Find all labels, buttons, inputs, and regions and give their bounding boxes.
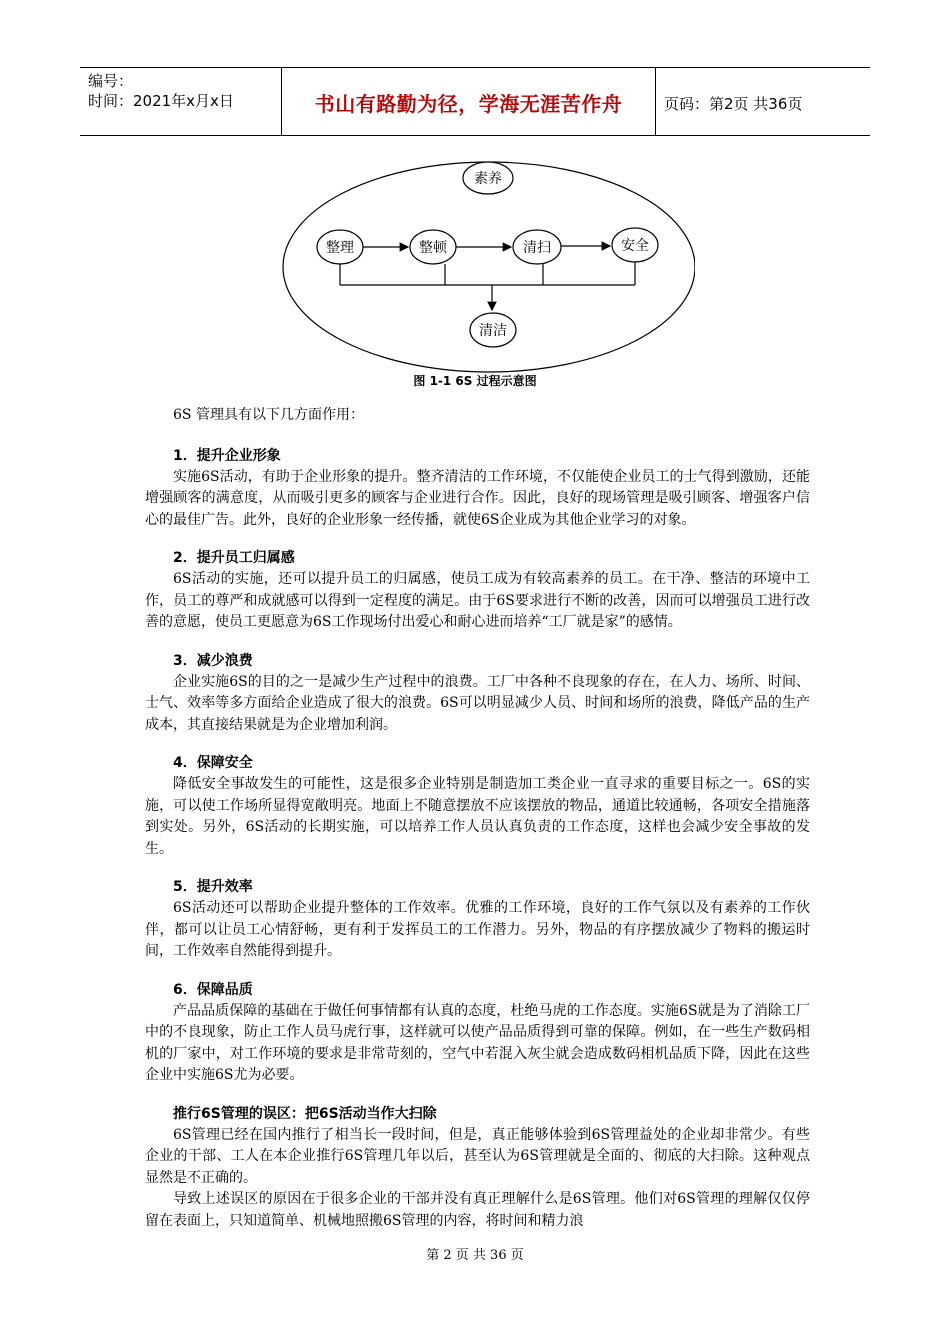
section-title: 4．保障安全 <box>173 755 253 771</box>
section-5 <box>145 876 810 963</box>
section-text: 产品品质保障的基础在于做任何事情都有认真的态度，杜绝马虎的工作态度。实施6S就是为了消除工厂中的不良现象，防止工作人员马虎行事，这样就可以使产品品质得到可靠的保障。例如，在一些生产数码相机的厂家中，对工作环境的要求是非常苛刻的，空气中若混入灰尘就会造成数码相机品质下降，因此在这些企业中实施6S尤为必要。 <box>145 1002 810 1083</box>
section-title: 3．减少浪费 <box>173 652 253 669</box>
node-1: 整理 <box>326 240 354 256</box>
section-misconception <box>145 1103 810 1233</box>
node-2: 整顿 <box>419 240 447 256</box>
section-text: 6S活动的实施，还可以提升员工的归属感，使员工成为有较高素养的员工。在干净、整洁的环境中工作，员工的尊严和成就感可以得到一定程度的满足。由于6S要求进行不断的改善，因而可以增强员工进行改善的意愿，使员工更愿意为6S工作现场付出爱心和耐心进而培养“工厂就是家”的感情。 <box>145 571 810 630</box>
document-body <box>145 405 810 1248</box>
section-text: 企业实施6S的目的之一是减少生产过程中的浪费。工厂中各种不良现象的存在，在人力、场所、时间、士气、效率等多方面给企业造成了很大的浪费。6S可以明显减少人员、时间和场所的浪费，降低产品的生产成本，其直接结果就是为企业增加利润。 <box>145 673 810 733</box>
section-6 <box>145 979 810 1087</box>
header-page-info: 页码：第2页 共36页 <box>664 95 803 113</box>
process-diagram-svg <box>275 160 695 375</box>
process-diagram <box>275 160 695 375</box>
section-title: 5．提升效率 <box>173 879 253 895</box>
figure-caption: 图 1-1 6S 过程示意图 <box>413 374 537 388</box>
section-text: 降低安全事故发生的可能性，这是很多企业特别是制造加工类企业一直寻求的重要目标之一。6S的实施，可以使工作场所显得宽敞明亮。地面上不随意摆放不应该摆放的物品，通道比较通畅，各项安全措施落到实处。另外，6S活动的长期实施，可以培养工作人员认真负责的工作态度，这样也会减少安全事故的发生。 <box>145 776 810 857</box>
section-1 <box>145 445 810 532</box>
section-title: 1．提升企业形象 <box>173 447 281 464</box>
page-header <box>80 67 870 136</box>
node-3: 清扫 <box>523 240 551 256</box>
section-text: 6S活动还可以帮助企业提升整体的工作效率。优雅的工作环境，良好的工作气氛以及有素养的工作伙伴，都可以让员工心情舒畅，更有利于发挥员工的工作潜力。另外，物品的有序摆放减少了物料的搬运时间，工作效率自然能得到提升。 <box>145 900 810 959</box>
section-title: 6．保障品质 <box>173 981 253 998</box>
header-motto: 书山有路勤为径，学海无涯苦作舟 <box>314 92 623 116</box>
header-divider <box>655 68 656 135</box>
section-title: 2．提升员工归属感 <box>173 550 295 566</box>
node-bottom: 清洁 <box>479 323 507 339</box>
section-2 <box>145 547 810 634</box>
page-footer: 第 2 页 共 36 页 <box>426 1248 524 1263</box>
section-title: 推行6S管理的误区：把6S活动当作大扫除 <box>173 1105 437 1122</box>
section-text: 实施6S活动，有助于企业形象的提升。整齐清洁的工作环境，不仅能使企业员工的士气得到激励，还能增强顾客的满意度，从而吸引更多的顾客与企业进行合作。因此，良好的现场管理是吸引顾客、增强客户信心的最佳广告。此外，良好的企业形象一经传播，就使6S企业成为其他企业学习的对象。 <box>145 468 810 528</box>
intro-paragraph: 6S 管理具有以下几方面作用： <box>173 407 364 423</box>
section-3 <box>145 650 810 737</box>
serial-label: 编号： <box>88 72 134 90</box>
node-top: 素养 <box>474 171 502 187</box>
section-4 <box>145 752 810 860</box>
date-label: 时间：2021年x月x日 <box>88 92 234 110</box>
header-left <box>88 71 234 111</box>
section-text: 导致上述误区的原因在于很多企业的干部并没有真正理解什么是6S管理。他们对6S管理的理解仅仅停留在表面上，只知道简单、机械地照搬6S管理的内容，将时间和精力浪 <box>145 1191 810 1229</box>
node-4: 安全 <box>621 238 649 254</box>
section-text: 6S管理已经在国内推行了相当长一段时间，但是，真正能够体验到6S管理益处的企业却非常少。有些企业的干部、工人在本企业推行6S管理几年以后，甚至认为6S管理就是全面的、彻底的大扫除。这种观点显然是不正确的。 <box>145 1126 810 1186</box>
